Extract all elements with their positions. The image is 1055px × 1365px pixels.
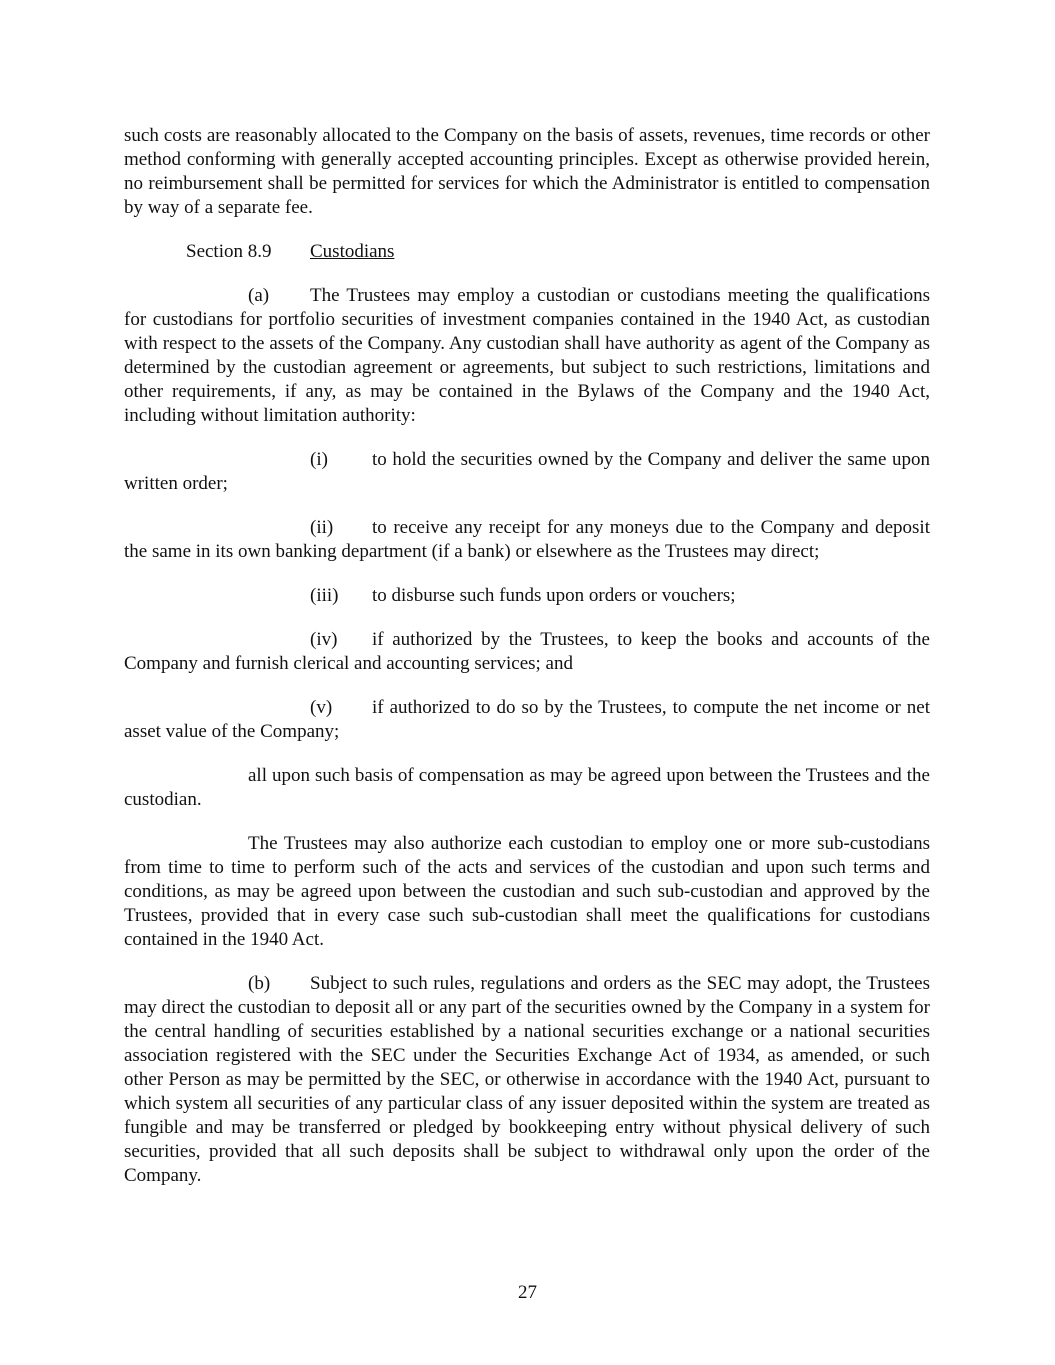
paragraph-b-marker: (b) [248,973,271,994]
list-item-text: to hold the securities owned by the Company and deliver the same upon written order; [124,449,930,494]
list-item-ii [124,516,930,564]
paragraph-a [124,284,930,428]
list-item-marker: (i) [310,449,328,470]
paragraph-a-marker: (a) [248,285,270,306]
list-item-text: to disburse such funds upon orders or vouchers; [372,585,736,606]
intro-paragraph: such costs are reasonably allocated to the Company on the basis of assets, revenues, time records or other method conforming with generally accepted accounting principles. Except as otherwise provided herein, no reimbursement shall be permitted for services for which the Administrator is entitled to compensation by way of a separate fee. [124,125,930,218]
paragraph-b [124,972,930,1188]
list-item-marker: (iii) [310,585,339,606]
list-item-marker: (iv) [310,629,338,650]
document-page [124,124,930,1188]
paragraph-b-text: Subject to such rules, regulations and orders as the SEC may adopt, the Trustees may direct the custodian to deposit all or any part of the securities owned by the Company in a system for the central handling of securities established by a national securities exchange or a national securities association registered with the SEC under the Securities Exchange Act of 1934, as amended, or such other Person as may be permitted by the SEC, or otherwise in accordance with the 1940 Act, pursuant to which system all securities of any particular class of any issuer deposited within the system are treated as fungible and may be transferred or pledged by bookkeeping entry without physical delivery of such securities, provided that all such deposits shall be subject to withdrawal only upon the order of the Company. [124,973,930,1186]
sub-custodians-paragraph: The Trustees may also authorize each custodian to employ one or more sub-custodians from time to time to perform such of the acts and services of the custodian and upon such terms and conditions, as may be agreed upon between the custodian and such sub-custodian and approved by the Trustees, provided that in every case such sub-custodian shall meet the qualifications for custodians contained in the 1940 Act. [124,833,930,950]
section-title: Custodians [310,241,395,262]
list-item-i [124,448,930,496]
section-heading [186,240,930,264]
list-item-text: to receive any receipt for any moneys due to the Company and deposit the same in its own banking department (if a bank) or elsewhere as the Trustees may direct; [124,517,930,562]
paragraph-a-text: The Trustees may employ a custodian or custodians meeting the qualifications for custodians for portfolio securities of investment companies contained in the 1940 Act, as custodian with respect to the assets of the Company. Any custodian shall have authority as agent of the Company as determined by the custodian agreement or agreements, but subject to such restrictions, limitations and other requirements, if any, as may be contained in the Bylaws of the Company and the 1940 Act, including without limitation authority: [124,285,930,426]
compensation-paragraph: all upon such basis of compensation as may be agreed upon between the Trustees and the custodian. [124,765,930,810]
list-item-marker: (ii) [310,517,334,538]
list-item-v [124,696,930,744]
section-number: Section 8.9 [186,241,272,262]
list-item-iv [124,628,930,676]
list-item-text: if authorized to do so by the Trustees, to compute the net income or net asset value of the Company; [124,697,930,742]
list-item-text: if authorized by the Trustees, to keep the books and accounts of the Company and furnish clerical and accounting services; and [124,629,930,674]
page-number: 27 [518,1282,537,1303]
list-item-marker: (v) [310,697,333,718]
list-item-iii [124,584,930,608]
